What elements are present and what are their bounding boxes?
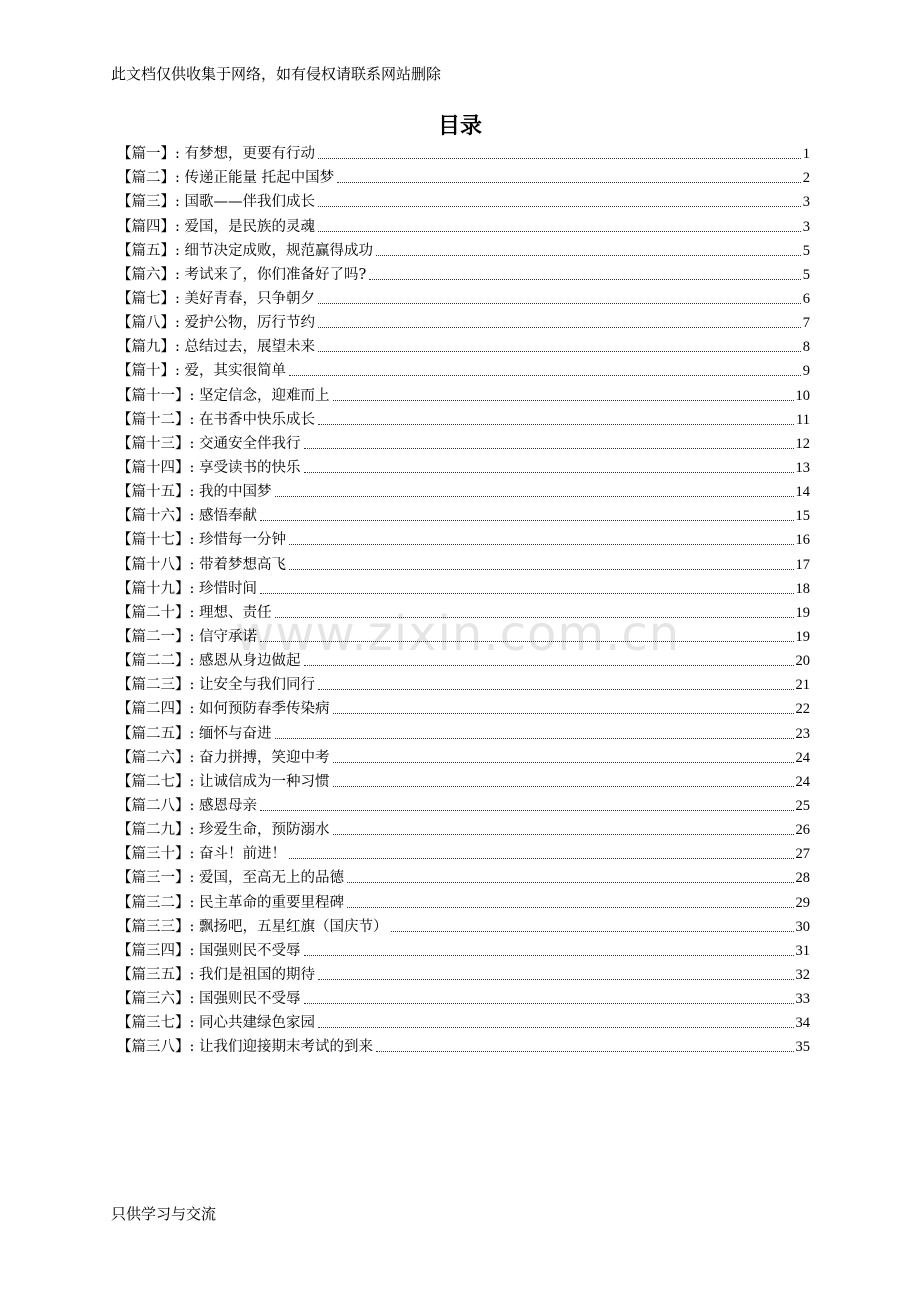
toc-entry-page-number: 27 xyxy=(795,846,810,863)
toc-entry-title: 【篇九】: 总结过去，展望未来 xyxy=(117,339,315,356)
toc-dot-leader xyxy=(333,400,794,401)
toc-entry[interactable] xyxy=(117,140,810,164)
header-note: 此文档仅供收集于网络，如有侵权请联系网站删除 xyxy=(111,65,442,83)
toc-entry-page-number: 13 xyxy=(795,459,810,476)
toc-entry-title: 【篇二六】: 奋力拼搏，笑迎中考 xyxy=(117,749,330,766)
toc-dot-leader xyxy=(304,448,794,449)
toc-dot-leader xyxy=(347,907,794,908)
toc-dot-leader xyxy=(333,786,794,787)
toc-dot-leader xyxy=(275,617,794,618)
toc-entry[interactable] xyxy=(117,478,810,502)
toc-dot-leader xyxy=(369,279,800,280)
toc-entry[interactable] xyxy=(117,671,810,695)
toc-entry[interactable] xyxy=(117,840,810,864)
toc-entry[interactable] xyxy=(117,647,810,671)
toc-title: 目录 xyxy=(437,114,482,139)
toc-dot-leader xyxy=(333,713,794,714)
toc-dot-leader xyxy=(289,544,794,545)
toc-entry-page-number: 16 xyxy=(795,532,810,549)
toc-entry-page-number: 26 xyxy=(795,822,810,839)
toc-entry-page-number: 14 xyxy=(795,484,810,501)
toc-entry[interactable] xyxy=(117,188,810,212)
toc-dot-leader xyxy=(275,738,794,739)
toc-entry-page-number: 35 xyxy=(795,1039,810,1056)
toc-entry-title: 【篇三一】: 爱国，至高无上的品德 xyxy=(117,870,344,887)
toc-entry[interactable] xyxy=(117,357,810,381)
toc-entry[interactable] xyxy=(117,430,810,454)
toc-dot-leader xyxy=(318,979,794,980)
toc-entry[interactable] xyxy=(117,1033,810,1057)
toc-entry[interactable] xyxy=(117,913,810,937)
toc-entry-title: 【篇一】: 有梦想，更要有行动 xyxy=(117,146,315,163)
toc-dot-leader xyxy=(318,158,801,159)
toc-dot-leader xyxy=(289,569,794,570)
toc-entry[interactable] xyxy=(117,695,810,719)
toc-entry-title: 【篇十九】: 珍惜时间 xyxy=(117,580,257,597)
toc-entry[interactable] xyxy=(117,792,810,816)
toc-dot-leader xyxy=(318,424,794,425)
toc-entry-title: 【篇十五】: 我的中国梦 xyxy=(117,484,272,501)
toc-entry-title: 【篇二二】: 感恩从身边做起 xyxy=(117,653,301,670)
toc-entry[interactable] xyxy=(117,985,810,1009)
toc-entry-page-number: 8 xyxy=(802,339,810,356)
toc-entry-page-number: 6 xyxy=(802,290,810,307)
toc-entry[interactable] xyxy=(117,961,810,985)
toc-entry[interactable] xyxy=(117,333,810,357)
toc-entry-page-number: 21 xyxy=(795,677,810,694)
toc-entry[interactable] xyxy=(117,502,810,526)
toc-dot-leader xyxy=(318,303,801,304)
toc-entry-title: 【篇二四】: 如何预防春季传染病 xyxy=(117,701,330,718)
toc-entry-title: 【篇二】: 传递正能量 托起中国梦 xyxy=(117,170,335,187)
toc-entry-title: 【篇五】: 细节决定成败，规范赢得成功 xyxy=(117,242,373,259)
toc-dot-leader xyxy=(260,641,794,642)
toc-entry-page-number: 20 xyxy=(795,653,810,670)
toc-entry[interactable] xyxy=(117,237,810,261)
toc-entry-page-number: 29 xyxy=(795,894,810,911)
toc-dot-leader xyxy=(304,665,794,666)
toc-dot-leader xyxy=(333,834,794,835)
toc-dot-leader xyxy=(318,689,794,690)
toc-entry-page-number: 18 xyxy=(795,580,810,597)
toc-entry-page-number: 23 xyxy=(795,725,810,742)
toc-dot-leader xyxy=(333,762,794,763)
toc-entry-title: 【篇三三】: 飘扬吧，五星红旗（国庆节） xyxy=(117,918,388,935)
toc-entry[interactable] xyxy=(117,309,810,333)
toc-entry-page-number: 3 xyxy=(802,194,810,211)
toc-entry-page-number: 34 xyxy=(795,1015,810,1032)
toc-entry[interactable] xyxy=(117,599,810,623)
toc-entry[interactable] xyxy=(117,381,810,405)
toc-entry[interactable] xyxy=(117,261,810,285)
toc-entry[interactable] xyxy=(117,888,810,912)
toc-entry-title: 【篇三四】: 国强则民不受辱 xyxy=(117,942,301,959)
toc-entry-page-number: 22 xyxy=(795,701,810,718)
toc-entry-title: 【篇十一】: 坚定信念，迎难而上 xyxy=(117,387,330,404)
toc-entry-page-number: 5 xyxy=(802,242,810,259)
toc-entry-page-number: 24 xyxy=(795,773,810,790)
toc-entry[interactable] xyxy=(117,406,810,430)
toc-entry-title: 【篇三八】: 让我们迎接期末考试的到来 xyxy=(117,1039,373,1056)
toc-dot-leader xyxy=(337,182,801,183)
toc-dot-leader xyxy=(260,593,794,594)
toc-entry-title: 【篇十七】: 珍惜每一分钟 xyxy=(117,532,286,549)
toc-entry-title: 【篇八】: 爱护公物，厉行节约 xyxy=(117,315,315,332)
footer-note: 只供学习与交流 xyxy=(111,1205,217,1223)
toc-dot-leader xyxy=(318,1027,794,1028)
toc-entry[interactable] xyxy=(117,550,810,574)
toc-dot-leader xyxy=(318,327,801,328)
toc-entry-page-number: 28 xyxy=(795,870,810,887)
toc-entry[interactable] xyxy=(117,623,810,647)
toc-entry-page-number: 12 xyxy=(795,435,810,452)
toc-entry-page-number: 19 xyxy=(795,604,810,621)
toc-dot-leader xyxy=(289,858,794,859)
toc-entry-page-number: 5 xyxy=(802,266,810,283)
toc-entry-page-number: 1 xyxy=(802,146,810,163)
toc-entry-page-number: 31 xyxy=(795,942,810,959)
toc-entry[interactable] xyxy=(117,1009,810,1033)
toc-entry-page-number: 30 xyxy=(795,918,810,935)
toc-entry-title: 【篇二八】: 感恩母亲 xyxy=(117,797,257,814)
toc-dot-leader xyxy=(318,231,801,232)
toc-entry-page-number: 11 xyxy=(796,411,810,428)
toc-dot-leader xyxy=(391,931,794,932)
toc-entry-title: 【篇十八】: 带着梦想高飞 xyxy=(117,556,286,573)
toc-entry-page-number: 2 xyxy=(802,170,810,187)
toc-dot-leader xyxy=(260,810,794,811)
toc-entry[interactable] xyxy=(117,937,810,961)
toc-entry-page-number: 10 xyxy=(795,387,810,404)
toc-entry-title: 【篇十】: 爱，其实很简单 xyxy=(117,363,286,380)
toc-entry-title: 【篇四】: 爱国，是民族的灵魂 xyxy=(117,218,315,235)
toc-entry[interactable] xyxy=(117,454,810,478)
toc-dot-leader xyxy=(260,520,794,521)
toc-entry[interactable] xyxy=(117,864,810,888)
toc-entry-page-number: 32 xyxy=(795,966,810,983)
toc-entry-title: 【篇六】: 考试来了，你们准备好了吗? xyxy=(117,266,367,283)
toc-entry-title: 【篇三五】: 我们是祖国的期待 xyxy=(117,966,315,983)
toc-entry[interactable] xyxy=(117,285,810,309)
toc-dot-leader xyxy=(289,375,801,376)
toc-entry[interactable] xyxy=(117,526,810,550)
toc-entry-title: 【篇二一】: 信守承诺 xyxy=(117,628,257,645)
toc-entry-page-number: 7 xyxy=(802,315,810,332)
toc-dot-leader xyxy=(318,206,801,207)
toc-dot-leader xyxy=(376,1051,794,1052)
toc-entry-title: 【篇二三】: 让安全与我们同行 xyxy=(117,677,315,694)
toc-entry-page-number: 19 xyxy=(795,628,810,645)
toc-entry-title: 【篇十四】: 享受读书的快乐 xyxy=(117,459,301,476)
toc-entry-title: 【篇二十】: 理想、责任 xyxy=(117,604,272,621)
toc-entry-title: 【篇十三】: 交通安全伴我行 xyxy=(117,435,301,452)
toc-entry-page-number: 17 xyxy=(795,556,810,573)
toc-list xyxy=(117,140,810,1057)
toc-entry-title: 【篇二五】: 缅怀与奋进 xyxy=(117,725,272,742)
toc-entry[interactable] xyxy=(117,719,810,743)
toc-entry-page-number: 15 xyxy=(795,508,810,525)
toc-entry[interactable] xyxy=(117,164,810,188)
toc-entry-title: 【篇三】: 国歌——伴我们成长 xyxy=(117,194,315,211)
toc-dot-leader xyxy=(376,255,801,256)
toc-entry-title: 【篇二九】: 珍爱生命，预防溺水 xyxy=(117,822,330,839)
toc-entry-title: 【篇三六】: 国强则民不受辱 xyxy=(117,991,301,1008)
toc-dot-leader xyxy=(304,472,794,473)
toc-entry-title: 【篇七】: 美好青春，只争朝夕 xyxy=(117,290,315,307)
watermark-text: www.zixin.com.cn xyxy=(235,606,681,662)
toc-entry-title: 【篇十六】: 感悟奉献 xyxy=(117,508,257,525)
toc-entry-page-number: 3 xyxy=(802,218,810,235)
toc-entry[interactable] xyxy=(117,744,810,768)
toc-entry[interactable] xyxy=(117,768,810,792)
toc-entry-title: 【篇十二】: 在书香中快乐成长 xyxy=(117,411,315,428)
toc-entry[interactable] xyxy=(117,575,810,599)
toc-entry-page-number: 9 xyxy=(802,363,810,380)
toc-entry-title: 【篇三七】: 同心共建绿色家园 xyxy=(117,1015,315,1032)
toc-dot-leader xyxy=(347,882,794,883)
toc-dot-leader xyxy=(318,351,801,352)
toc-dot-leader xyxy=(304,1003,794,1004)
toc-dot-leader xyxy=(304,955,794,956)
toc-dot-leader xyxy=(275,496,794,497)
toc-entry-title: 【篇三二】: 民主革命的重要里程碑 xyxy=(117,894,344,911)
toc-entry-title: 【篇二七】: 让诚信成为一种习惯 xyxy=(117,773,330,790)
toc-entry-page-number: 24 xyxy=(795,749,810,766)
toc-entry-page-number: 33 xyxy=(795,991,810,1008)
toc-entry-page-number: 25 xyxy=(795,797,810,814)
toc-entry[interactable] xyxy=(117,816,810,840)
toc-entry-title: 【篇三十】: 奋斗！前进！ xyxy=(117,846,286,863)
toc-entry[interactable] xyxy=(117,212,810,236)
